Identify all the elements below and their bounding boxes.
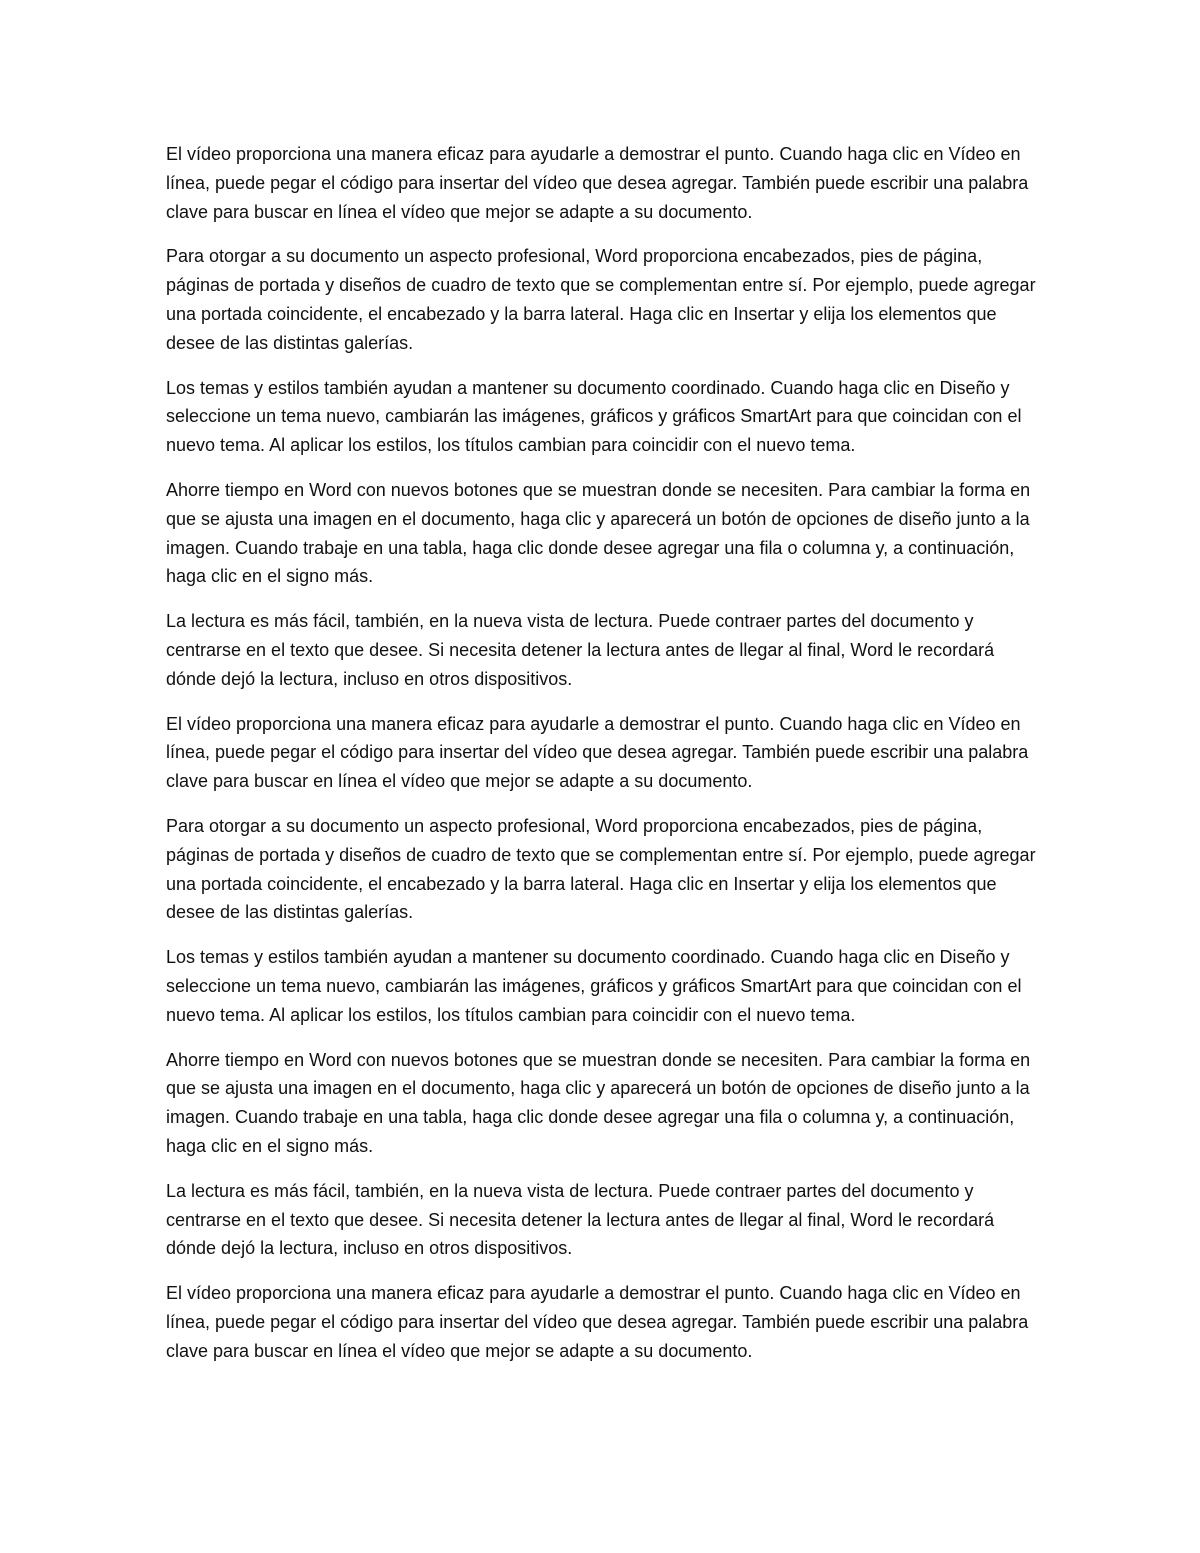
paragraph: Los temas y estilos también ayudan a mantener su documento coordinado. Cuando haga clic en Diseño y seleccione un tema nuevo, cambiarán las imágenes, gráficos y gráficos SmartArt para que coincidan con el nuevo tema. Al aplicar los estilos, los títulos cambian para coincidir con el nuevo tema. (166, 377, 1022, 456)
paragraph: Los temas y estilos también ayudan a mantener su documento coordinado. Cuando haga clic en Diseño y seleccione un tema nuevo, cambiarán las imágenes, gráficos y gráficos SmartArt para que coincidan con el nuevo tema. Al aplicar los estilos, los títulos cambian para coincidir con el nuevo tema. (166, 947, 1022, 1025)
paragraph: Ahorre tiempo en Word con nuevos botones que se muestran donde se necesiten. Para cambiar la forma en que se ajusta una imagen en el documento, haga clic y aparecerá un botón de opciones de diseño junto a la imagen. Cuando trabaje en una tabla, haga clic donde desee agregar una fila o columna y, a continuación, haga clic en el signo más. (166, 1049, 1031, 1156)
paragraph: Para otorgar a su documento un aspecto profesional, Word proporciona encabezados, pies de página, páginas de portada y diseños de cuadro de texto que se complementan entre sí. Por ejemplo, puede agregar una portada coincidente, el encabezado y la barra lateral. Haga clic en Insertar y elija los elementos que desee de las distintas galerías. (166, 246, 1036, 353)
paragraph: El vídeo proporciona una manera eficaz para ayudarle a demostrar el punto. Cuando haga clic en Vídeo en línea, puede pegar el código para insertar del vídeo que desea agregar. También puede escribir una palabra clave para buscar en línea el vídeo que mejor se adapte a su documento. (166, 1283, 1029, 1361)
paragraph: Ahorre tiempo en Word con nuevos botones que se muestran donde se necesiten. Para cambiar la forma en que se ajusta una imagen en el documento, haga clic y aparecerá un botón de opciones de diseño junto a la imagen. Cuando trabaje en una tabla, haga clic donde desee agregar una fila o columna y, a continuación, haga clic en el signo más. (166, 479, 1031, 587)
paragraph: Para otorgar a su documento un aspecto profesional, Word proporciona encabezados, pies de página, páginas de portada y diseños de cuadro de texto que se complementan entre sí. Por ejemplo, puede agregar una portada coincidente, el encabezado y la barra lateral. Haga clic en Insertar y elija los elementos que desee de las distintas galerías. (166, 815, 1036, 923)
paragraph: La lectura es más fácil, también, en la nueva vista de lectura. Puede contraer partes del documento y centrarse en el texto que desee. Si necesita detener la lectura antes de llegar al final, Word le recordará dónde dejó la lectura, incluso en otros dispositivos. (166, 611, 995, 689)
document-body (166, 140, 1038, 1381)
paragraph: El vídeo proporciona una manera eficaz para ayudarle a demostrar el punto. Cuando haga clic en Vídeo en línea, puede pegar el código para insertar del vídeo que desea agregar. También puede escribir una palabra clave para buscar en línea el vídeo que mejor se adapte a su documento. (166, 144, 1029, 222)
paragraph: La lectura es más fácil, también, en la nueva vista de lectura. Puede contraer partes del documento y centrarse en el texto que desee. Si necesita detener la lectura antes de llegar al final, Word le recordará dónde dejó la lectura, incluso en otros dispositivos. (166, 1180, 995, 1259)
paragraph: El vídeo proporciona una manera eficaz para ayudarle a demostrar el punto. Cuando haga clic en Vídeo en línea, puede pegar el código para insertar del vídeo que desea agregar. También puede escribir una palabra clave para buscar en línea el vídeo que mejor se adapte a su documento. (166, 713, 1029, 792)
